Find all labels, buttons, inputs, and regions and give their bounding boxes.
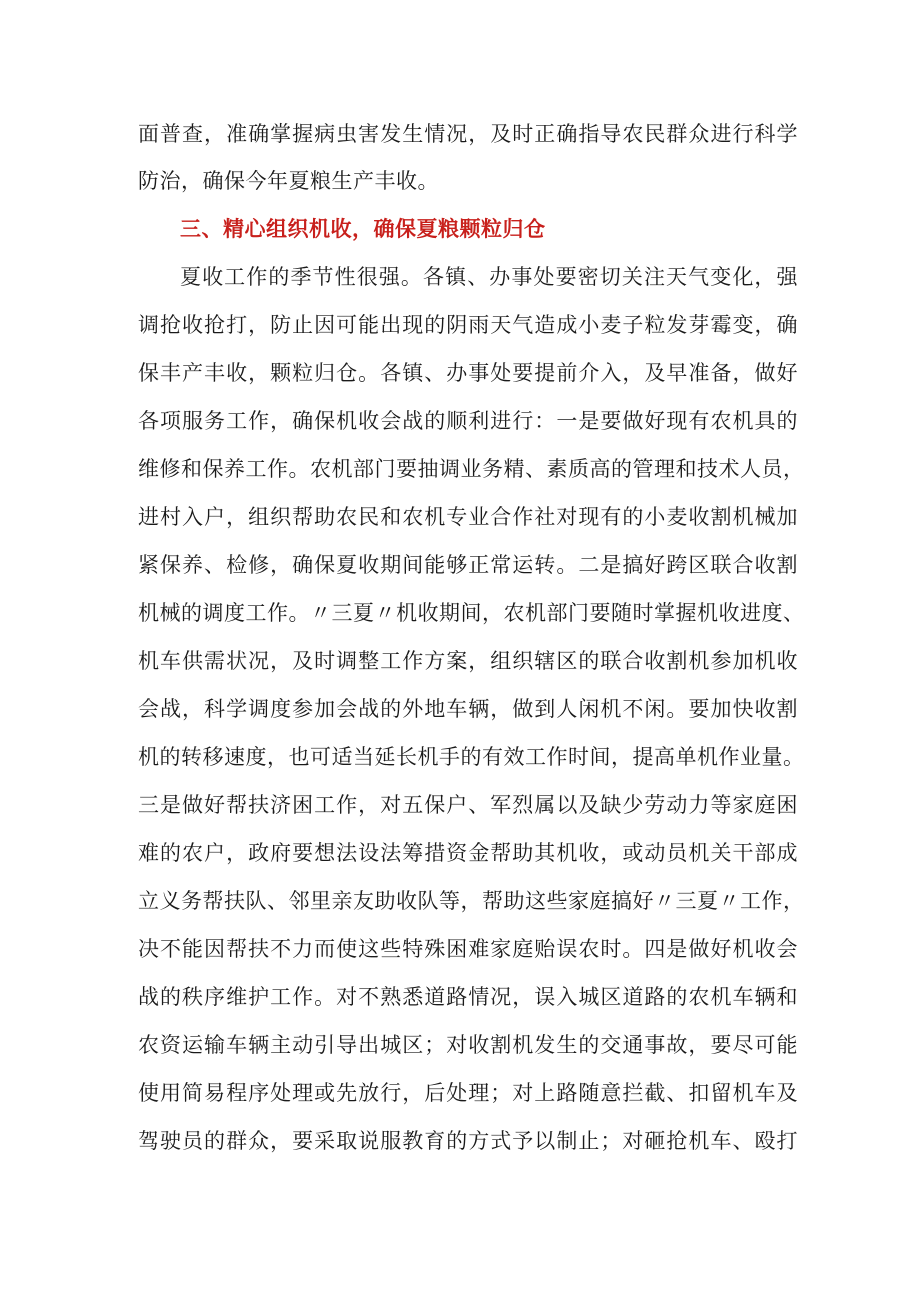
paragraph-line: 调抢收抢打，防止因可能出现的阴雨天气造成小麦子粒发芽霉变，确 [138,313,798,337]
paragraph-line: 进村入户，组织帮助农民和农机专业合作社对现有的小麦收割机械加 [138,505,798,529]
paragraph-line: 决不能因帮扶不力而使这些特殊困难家庭贻误农时。四是做好机收会 [138,937,798,961]
paragraph-line: 会战，科学调度参加会战的外地车辆，做到人闲机不闲。要加快收割 [138,697,798,721]
paragraph-line: 夏收工作的季节性很强。各镇、办事处要密切关注天气变化，强 [180,265,798,289]
text-line: 面普查，准确掌握病虫害发生情况，及时正确指导农民群众进行科学 [138,122,798,146]
paragraph-line: 保丰产丰收，颗粒归仓。各镇、办事处要提前介入，及早准备，做好 [138,361,798,385]
paragraph-line: 驾驶员的群众，要采取说服教育的方式予以制止；对砸抢机车、殴打 [138,1129,798,1153]
paragraph-line: 机的转移速度，也可适当延长机手的有效工作时间，提高单机作业量。 [138,745,805,769]
paragraph-line: 维修和保养工作。农机部门要抽调业务精、素质高的管理和技术人员， [138,457,805,481]
paragraph-line: 三是做好帮扶济困工作，对五保户、军烈属以及缺少劳动力等家庭困 [138,793,798,817]
paragraph-line: 农资运输车辆主动引导出城区；对收割机发生的交通事故，要尽可能 [138,1033,798,1057]
paragraph-line: 各项服务工作，确保机收会战的顺利进行：一是要做好现有农机具的 [138,409,798,433]
paragraph-line: 机车供需状况，及时调整工作方案，组织辖区的联合收割机参加机收 [138,649,798,673]
section-heading: 三、精心组织机收，确保夏粮颗粒归仓 [180,217,546,241]
paragraph-line: 紧保养、检修，确保夏收期间能够正常运转。二是搞好跨区联合收割 [138,553,798,577]
text-line: 防治，确保今年夏粮生产丰收。 [138,169,439,193]
paragraph-line: 立义务帮扶队、邻里亲友助收队等，帮助这些家庭搞好〃三夏〃工作， [138,889,805,913]
paragraph-line: 使用简易程序处理或先放行，后处理；对上路随意拦截、扣留机车及 [138,1081,798,1105]
paragraph-line: 战的秩序维护工作。对不熟悉道路情况，误入城区道路的农机车辆和 [138,985,798,1009]
paragraph-line: 难的农户，政府要想法设法筹措资金帮助其机收，或动员机关干部成 [138,841,798,865]
paragraph-line: 机械的调度工作。〃三夏〃机收期间，农机部门要随时掌握机收进度、 [138,601,805,625]
